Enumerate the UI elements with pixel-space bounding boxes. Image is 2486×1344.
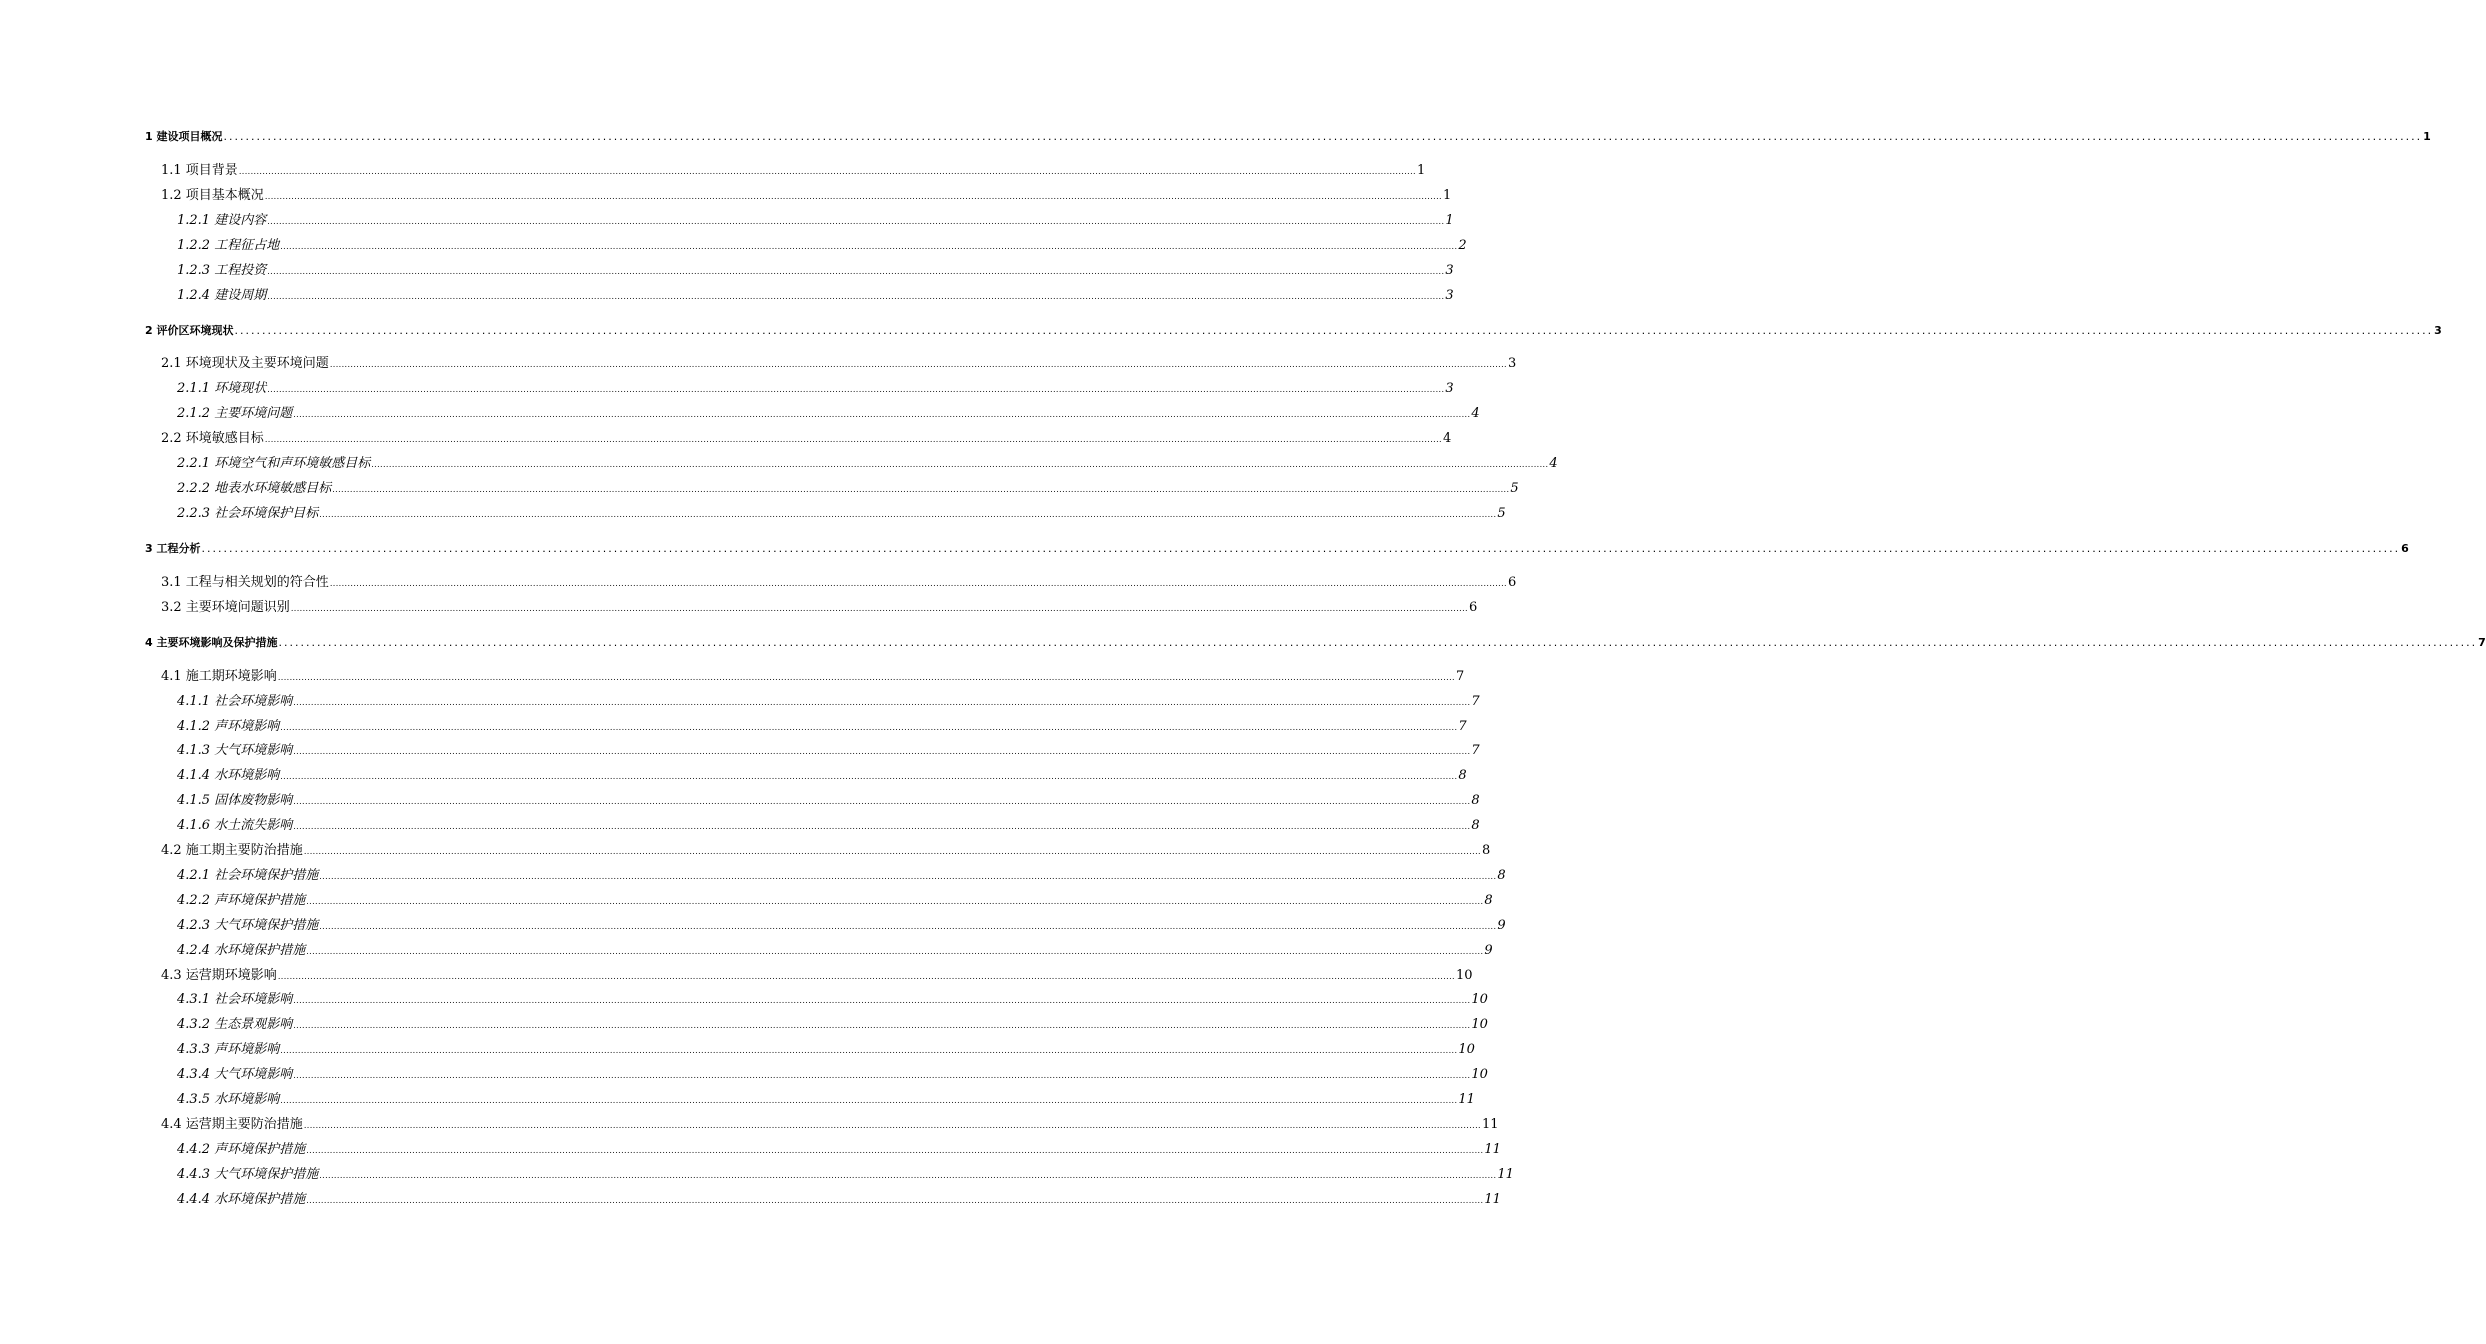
toc-page-number: 11 [1484, 1142, 1501, 1157]
toc-entry-title: 2.1 环境现状及主要环境问题 [161, 356, 329, 371]
toc-entry-title: 2.1.2 主要环境问题 [177, 406, 293, 421]
toc-page-number: 3 [1445, 381, 1454, 396]
toc-entry-level-3[interactable] [177, 740, 1480, 762]
toc-entry-level-3[interactable] [177, 691, 1480, 713]
toc-page-number: 1 [2423, 130, 2431, 143]
toc-leader-dots: ................................................................................................................................................................................................................................................................................................................................................................................................................ [264, 192, 1442, 201]
toc-leader-dots: ................................................................................................................................................................................................................................................................................................................................................................................................................ [319, 872, 1497, 881]
toc-entry-level-2[interactable] [161, 428, 1452, 450]
toc-leader-dots: ................................................................................................................................................................................................................................................................................................................................................................................................................ [293, 1071, 1471, 1080]
toc-page-number: 3 [1445, 263, 1454, 278]
toc-entry-title: 4.1.4 水环境影响 [177, 768, 280, 783]
toc-entry-level-3[interactable] [177, 403, 1480, 425]
toc-entry-title: 4.3.5 水环境影响 [177, 1092, 280, 1107]
toc-entry-level-3[interactable] [177, 865, 1506, 887]
toc-page-number: 9 [1484, 943, 1493, 958]
toc-leader-dots: ................................................................................................................................................................................................................................................................................................................................................................................................................ [280, 1096, 1458, 1105]
toc-page-number: 10 [1458, 1042, 1475, 1057]
toc-entry-level-3[interactable] [177, 478, 1519, 500]
toc-entry-title: 1.2.2 工程征占地 [177, 238, 280, 253]
toc-entry-level-3[interactable] [177, 940, 1493, 962]
toc-page-number: 9 [1497, 918, 1506, 933]
toc-entry-level-2[interactable] [161, 666, 1465, 688]
toc-entry-title: 4 主要环境影响及保护措施 [145, 636, 278, 649]
toc-leader-dots: ................................................................................................................................................................................................................................................................................................................................................................................................................ [303, 847, 1481, 856]
toc-page-number: 11 [1484, 1192, 1501, 1207]
toc-entry-title: 4.2.2 声环境保护措施 [177, 893, 306, 908]
toc-leader-dots: ................................................................................................................................................................................................................................................................................................................................................................................................................ [306, 1196, 1484, 1205]
toc-entry-level-3[interactable] [177, 790, 1480, 812]
toc-entry-level-3[interactable] [177, 765, 1467, 787]
toc-page-number: 6 [1508, 575, 1517, 590]
toc-entry-level-2[interactable] [161, 185, 1452, 207]
toc-leader-dots: ................................................................................................................................................................................................................................................................................................................................................................................................................ [238, 167, 1416, 176]
toc-entry-level-3[interactable] [177, 989, 1488, 1011]
toc-entry-title: 3.2 主要环境问题识别 [161, 600, 290, 615]
toc-entry-level-3[interactable] [177, 716, 1467, 738]
toc-page-number: 1 [1417, 163, 1426, 178]
toc-page-number: 6 [1469, 600, 1478, 615]
toc-page-number: 7 [2478, 636, 2486, 649]
toc-page-number: 7 [1471, 743, 1480, 758]
toc-page-number: 8 [1458, 768, 1467, 783]
toc-entry-title: 4.2 施工期主要防治措施 [161, 843, 303, 858]
toc-page-number: 3 [1508, 356, 1517, 371]
toc-leader-dots: ................................................................................................................................................................................................................................................................................................................................................................................................................ [293, 698, 1471, 707]
toc-entry-title: 1.2.1 建设内容 [177, 213, 267, 228]
toc-leader-dots: ................................................................................................................................................................................................................................................................................................................................................................................................................ [267, 385, 1445, 394]
toc-entry-title: 4.1.3 大气环境影响 [177, 743, 293, 758]
toc-entry-title: 1.2.3 工程投资 [177, 263, 267, 278]
toc-leader-dots: ................................................................................................................................................................................................................................................................................................................................................................................................................ [319, 1171, 1497, 1180]
toc-page-number: 11 [1458, 1092, 1475, 1107]
toc-page-number: 2 [1458, 238, 1467, 253]
toc-page-number: 8 [1471, 793, 1480, 808]
toc-entry-title: 4.2.4 水环境保护措施 [177, 943, 306, 958]
toc-leader-dots: ................................................................................................................................................................................................................................................................................................................................................................................................................ [290, 604, 1468, 613]
toc-entry-level-3[interactable] [177, 1014, 1488, 1036]
toc-page-number: 3 [1445, 288, 1454, 303]
toc-entry-level-3[interactable] [177, 1039, 1475, 1061]
toc-entry-title: 2.1.1 环境现状 [177, 381, 267, 396]
toc-leader-dots: ................................................................................................................................................................................................................................................................................................................................................................................................................ [293, 996, 1471, 1005]
toc-entry-title: 2.2.2 地表水环境敏感目标 [177, 481, 332, 496]
toc-entry-level-3[interactable] [177, 260, 1454, 282]
toc-entry-level-3[interactable] [177, 890, 1493, 912]
toc-entry-title: 1 建设项目概况 [145, 130, 223, 143]
toc-leader-dots: ................................................................................................................................................................................................................................................................................................................................................................................................................ [277, 972, 1455, 981]
toc-leader-dots: ................................................................................................................................................................................................................................................................................................................................................................................................................ [306, 897, 1484, 906]
toc-entry-level-2[interactable] [161, 840, 1491, 862]
toc-leader-dots: ................................................................................................................................................................................................................................................................................................................................................................................................................ [293, 822, 1471, 831]
toc-leader-dots: ................................................................................................................................................................................................................................................................................................................................................................................................................ [293, 797, 1471, 806]
toc-leader-dots: ................................................................................................................................................................................................................................................................................................................................................................................................................ [306, 1146, 1484, 1155]
toc-page-number: 1 [1443, 188, 1452, 203]
toc-entry-level-1[interactable] [145, 634, 2486, 652]
toc-leader-dots: ................................................................................................................................................................................................................................................................................................................................................................................................................ [277, 673, 1455, 682]
toc-leader-dots: ................................................................................................................................................................................................................................................................................................................................................................................................................ [280, 723, 1458, 732]
toc-entry-level-3[interactable] [177, 503, 1506, 525]
toc-leader-dots: ................................................................................................................................................................................................................................................................................................................................................................................................................ [280, 1046, 1458, 1055]
toc-page-number: 8 [1484, 893, 1493, 908]
toc-page-number: 11 [1497, 1167, 1514, 1182]
toc-entry-level-2[interactable] [161, 597, 1478, 619]
toc-entry-level-1[interactable] [145, 322, 2442, 340]
toc-entry-title: 2.2 环境敏感目标 [161, 431, 264, 446]
toc-page-number: 5 [1510, 481, 1519, 496]
toc-entry-title: 1.2.4 建设周期 [177, 288, 267, 303]
toc-page-number: 10 [1471, 1017, 1488, 1032]
toc-entry-title: 4.1.5 固体废物影响 [177, 793, 293, 808]
toc-leader-dots: ................................................................................................................................................................................................................................................................................................................................................................................................................ [293, 1021, 1471, 1030]
toc-entry-title: 2.2.1 环境空气和声环境敏感目标 [177, 456, 371, 471]
toc-entry-title: 4.3.1 社会环境影响 [177, 992, 293, 1007]
toc-entry-level-3[interactable] [177, 210, 1454, 232]
toc-leader-dots: ................................................................................................................................................................................................................................................................................................................................................................................................................ [303, 1121, 1481, 1130]
toc-entry-title: 3.1 工程与相关规划的符合性 [161, 575, 329, 590]
toc-leader-dots: ................................................................................................................................................................................................................................................................................................................................................................................................................ [319, 510, 1497, 519]
toc-entry-level-2[interactable] [161, 160, 1426, 182]
toc-leader-dots: ................................................................................................................................................................................................................................................................................................................................................................................................................ [280, 772, 1458, 781]
toc-page-number: 10 [1471, 1067, 1488, 1082]
toc-entry-level-3[interactable] [177, 235, 1467, 257]
toc-page-number: 7 [1458, 719, 1467, 734]
toc-leader-dots: ................................................................................................................................................................................................................................................................................................................................................................................................................ [293, 747, 1471, 756]
toc-leader-dots: ................................................................................................................................................................................................................................................................................................................................................................................................................ [293, 410, 1471, 419]
toc-page-number: 7 [1471, 694, 1480, 709]
toc-leader-dots: ................................................................................................................................................................................................................................................................................................................................................................................................................ [329, 579, 1507, 588]
toc-leader-dots: ................................................................................................................................................................................................................................................................................................................................................................................................................ [264, 435, 1442, 444]
toc-entry-title: 4.1.2 声环境影响 [177, 719, 280, 734]
toc-entry-level-3[interactable] [177, 1189, 1501, 1211]
toc-entry-title: 4.3.4 大气环境影响 [177, 1067, 293, 1082]
toc-entry-title: 1.1 项目背景 [161, 163, 238, 178]
toc-page-number: 4 [1443, 431, 1452, 446]
toc-entry-title: 4.2.3 大气环境保护措施 [177, 918, 319, 933]
toc-entry-title: 4.3.3 声环境影响 [177, 1042, 280, 1057]
toc-entry-title: 2.2.3 社会环境保护目标 [177, 506, 319, 521]
toc-entry-level-1[interactable] [145, 540, 2409, 558]
toc-entry-level-2[interactable] [161, 353, 1517, 375]
toc-page-number: 8 [1497, 868, 1506, 883]
toc-leader-dots: ................................................................................................................................................................................................................................................................................................................................................................................................................ [223, 130, 2423, 143]
toc-leader-dots: ................................................................................................................................................................................................................................................................................................................................................................................................................ [278, 636, 2478, 649]
toc-leader-dots: ................................................................................................................................................................................................................................................................................................................................................................................................................ [201, 542, 2401, 555]
toc-entry-level-3[interactable] [177, 815, 1480, 837]
toc-entry-level-3[interactable] [177, 453, 1558, 475]
toc-entry-level-2[interactable] [161, 965, 1473, 987]
toc-leader-dots: ................................................................................................................................................................................................................................................................................................................................................................................................................ [234, 324, 2434, 337]
toc-entry-level-3[interactable] [177, 285, 1454, 307]
toc-page-number: 1 [1445, 213, 1454, 228]
toc-page-number: 8 [1482, 843, 1491, 858]
toc-leader-dots: ................................................................................................................................................................................................................................................................................................................................................................................................................ [329, 360, 1507, 369]
toc-page-number: 4 [1549, 456, 1558, 471]
toc-entry-title: 4.3 运营期环境影响 [161, 968, 277, 983]
toc-page-number: 4 [1471, 406, 1480, 421]
toc-page-number: 10 [1471, 992, 1488, 1007]
toc-leader-dots: ................................................................................................................................................................................................................................................................................................................................................................................................................ [267, 292, 1445, 301]
toc-page-number: 3 [2434, 324, 2442, 337]
toc-page-number: 6 [2401, 542, 2409, 555]
toc-entry-level-3[interactable] [177, 1164, 1514, 1186]
toc-leader-dots: ................................................................................................................................................................................................................................................................................................................................................................................................................ [280, 242, 1458, 251]
toc-entry-title: 4.4 运营期主要防治措施 [161, 1117, 303, 1132]
toc-page-number: 5 [1497, 506, 1506, 521]
toc-leader-dots: ................................................................................................................................................................................................................................................................................................................................................................................................................ [306, 947, 1484, 956]
toc-entry-level-2[interactable] [161, 1114, 1499, 1136]
toc-leader-dots: ................................................................................................................................................................................................................................................................................................................................................................................................................ [267, 217, 1445, 226]
toc-page-number: 11 [1482, 1117, 1499, 1132]
toc-page-number: 7 [1456, 669, 1465, 684]
toc-entry-level-3[interactable] [177, 1089, 1475, 1111]
toc-leader-dots: ................................................................................................................................................................................................................................................................................................................................................................................................................ [332, 485, 1510, 494]
toc-entry-title: 4.2.1 社会环境保护措施 [177, 868, 319, 883]
toc-entry-level-3[interactable] [177, 915, 1506, 937]
toc-leader-dots: ................................................................................................................................................................................................................................................................................................................................................................................................................ [319, 922, 1497, 931]
toc-leader-dots: ................................................................................................................................................................................................................................................................................................................................................................................................................ [267, 267, 1445, 276]
toc-entry-title: 4.4.2 声环境保护措施 [177, 1142, 306, 1157]
toc-leader-dots: ................................................................................................................................................................................................................................................................................................................................................................................................................ [371, 460, 1549, 469]
toc-entry-title: 4.1.6 水土流失影响 [177, 818, 293, 833]
toc-entry-title: 4.1.1 社会环境影响 [177, 694, 293, 709]
toc-entry-title: 2 评价区环境现状 [145, 324, 234, 337]
toc-entry-title: 1.2 项目基本概况 [161, 188, 264, 203]
toc-page-number: 8 [1471, 818, 1480, 833]
toc-entry-level-1[interactable] [145, 128, 2431, 146]
toc-entry-level-3[interactable] [177, 378, 1454, 400]
toc-entry-title: 4.4.3 大气环境保护措施 [177, 1167, 319, 1182]
toc-entry-title: 4.4.4 水环境保护措施 [177, 1192, 306, 1207]
toc-entry-title: 4.3.2 生态景观影响 [177, 1017, 293, 1032]
toc-entry-title: 4.1 施工期环境影响 [161, 669, 277, 684]
toc-page-number: 10 [1456, 968, 1473, 983]
toc-entry-level-3[interactable] [177, 1064, 1488, 1086]
toc-entry-level-3[interactable] [177, 1139, 1501, 1161]
toc-entry-title: 3 工程分析 [145, 542, 201, 555]
toc-entry-level-2[interactable] [161, 572, 1517, 594]
